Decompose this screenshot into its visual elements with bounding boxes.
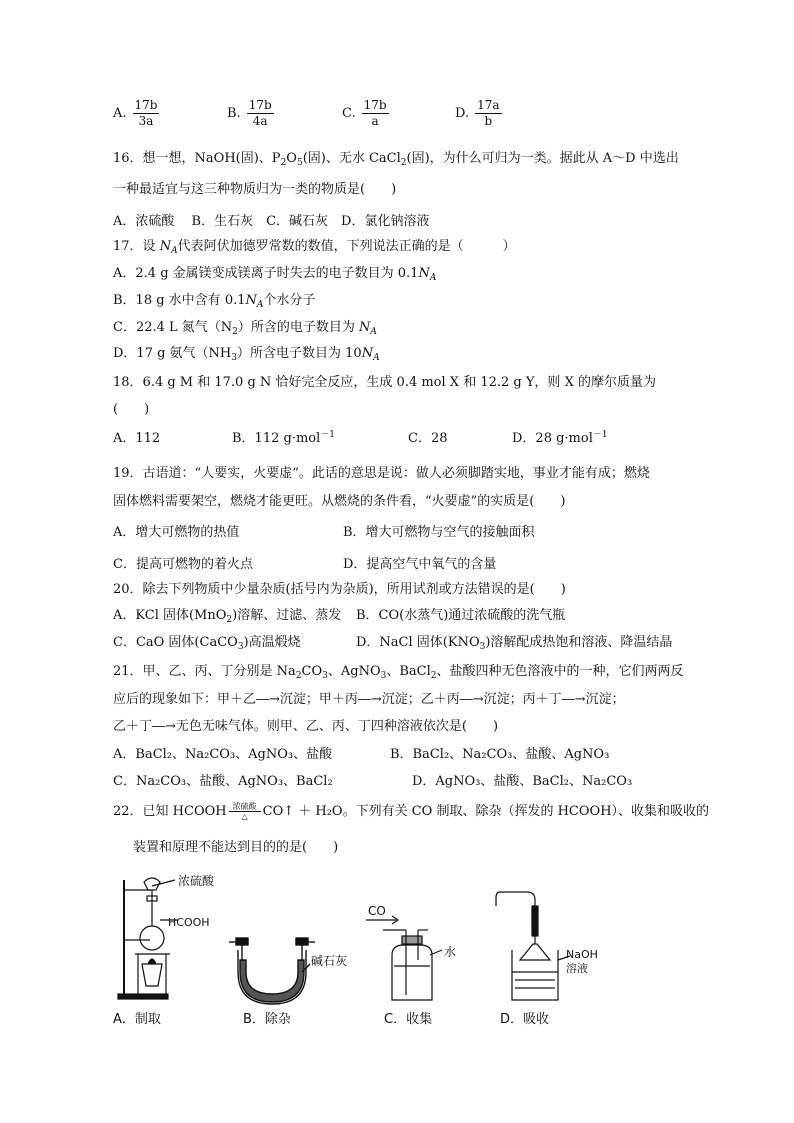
figure-a-caption: A．制取 <box>113 1012 161 1027</box>
q15-option-a[interactable]: A. $\frac{17b}{3a}$ <box>113 98 158 128</box>
figure-c-bottle <box>366 916 442 1000</box>
apparatus-figures <box>0 860 794 1080</box>
figure-a-generator <box>118 878 178 999</box>
q17-option-c[interactable]: C．22.4 L 氮气$(N_2)$所含的电子数目为 $N_A$ <box>113 320 377 337</box>
figure-d-beaker <box>496 892 570 1000</box>
figure-d-label-solution: 溶液 <box>566 962 588 975</box>
q21-option-c[interactable]: C．Na₂CO₃、盐酸、AgNO₃、BaCl₂ <box>113 774 333 789</box>
figure-c-label-co: CO <box>368 904 386 918</box>
figure-c-label-water: 水 <box>444 945 457 959</box>
q21-stem-line2: 应后的现象如下：甲＋乙―→沉淀；甲＋丙―→沉淀；乙＋丙―→沉淀；丙＋丁―→沉淀； <box>113 692 625 707</box>
q16-options[interactable]: A．浓硫酸 B．生石灰 C．碱石灰 D．氯化钠溶液 <box>113 214 430 229</box>
q18-option-a[interactable]: A．112 <box>113 431 161 446</box>
figure-b-u-tube <box>229 938 315 1004</box>
q20-option-c[interactable]: C．CaO 固体(CaCO$_3$)高温煅烧 <box>113 635 301 652</box>
q21-option-a[interactable]: A．BaCl₂、Na₂CO₃、AgNO₃、盐酸 <box>113 747 333 762</box>
figure-a-label-hcooh: HCOOH <box>168 916 210 929</box>
q16-stem-line1: 16．想一想，NaOH(固)、$P_2O_5$(固)、无水 CaCl$_2$(固)，为什么可归为一类。据此从 A～D 中选出 <box>113 151 679 168</box>
q18-paren: ( ) <box>113 402 150 417</box>
q19-stem-line2: 固体燃料需要架空，燃烧才能更旺。从燃烧的条件看，“火要虚”的实质是( ) <box>113 494 566 509</box>
q22-stem-line1: 22．已知 HCOOH 浓硫酸 △ CO↑ ＋ H₂O。下列有关 CO 制取、除杂（挥发的 HCOOH）、收集和吸收的 <box>113 802 710 821</box>
q20-option-b[interactable]: B．CO(水蒸气)通过浓硫酸的洗气瓶 <box>356 608 566 623</box>
q15-option-b[interactable]: B. $\frac{17b}{4a}$ <box>227 98 272 128</box>
q15-option-c[interactable]: C. $\frac{17b}{a}$ <box>342 98 387 128</box>
q20-option-a[interactable]: A．KCl 固体(MnO$_2$)溶解、过滤、蒸发 <box>113 608 342 625</box>
figure-b-label: 碱石灰 <box>311 954 348 968</box>
q17-option-b[interactable]: B．18 g 水中含有 $0.1N_A$个水分子 <box>113 293 316 310</box>
figure-c-caption: C．收集 <box>384 1012 433 1027</box>
reaction-condition: 浓硫酸 △ <box>229 802 261 821</box>
figure-d-label-naoh: NaOH <box>566 948 598 961</box>
q19-option-b[interactable]: B．增大可燃物与空气的接触面积 <box>343 525 535 540</box>
q22-stem-line2: 装置和原理不能达到目的的是( ) <box>133 840 339 855</box>
q21-stem-line1: 21．甲、乙、丙、丁分别是 $Na_2CO_3$、AgNO$_3$、BaCl$_2$、盐酸四种无色溶液中的一种，它们两两反 <box>113 664 684 681</box>
q21-stem-line3: 乙＋丁―→无色无味气体。则甲、乙、丙、丁四种溶液依次是( ) <box>113 719 499 734</box>
q20-option-d[interactable]: D．NaCl 固体$(KNO_3)$溶解配成热饱和溶液、降温结晶 <box>356 635 673 652</box>
q21-option-b[interactable]: B．BaCl₂、Na₂CO₃、盐酸、AgNO₃ <box>390 747 610 762</box>
q18-option-d[interactable]: D．28 g·mol$^{-1}$ <box>512 430 608 446</box>
q17-option-a[interactable]: A．2.4 g 金属镁变成镁离子时失去的电子数目为 $0.1N_A$ <box>113 266 437 283</box>
q19-stem-line1: 19．古语道：“人要实，火要虚”。此话的意思是说：做人必须脚踏实地，事业才能有成；燃烧 <box>113 466 650 481</box>
q19-option-d[interactable]: D．提高空气中氧气的含量 <box>343 557 497 572</box>
q19-option-a[interactable]: A．增大可燃物的热值 <box>113 525 240 540</box>
q21-option-d[interactable]: D．AgNO₃、盐酸、BaCl₂、Na₂CO₃ <box>412 774 633 789</box>
q16-stem-line2: 一种最适宜与这三种物质归为一类的物质是( ) <box>113 182 397 197</box>
figure-b-caption: B．除杂 <box>243 1012 291 1027</box>
q17-option-d[interactable]: D．17 g 氨气$(NH_3)$所含电子数目为 $10N_A$ <box>113 346 380 363</box>
q18-option-c[interactable]: C．28 <box>408 431 448 446</box>
q15-option-d[interactable]: D. $\frac{17a}{b}$ <box>455 98 500 128</box>
q20-stem: 20．除去下列物质中少量杂质(括号内为杂质)，所用试剂或方法错误的是( ) <box>113 582 566 597</box>
q18-stem: 18．6.4 g M 和 17.0 g N 恰好完全反应，生成 0.4 mol X 和 12.2 g Y，则 X 的摩尔质量为 <box>113 375 656 390</box>
q19-option-c[interactable]: C．提高可燃物的着火点 <box>113 557 253 572</box>
figure-d-caption: D．吸收 <box>500 1012 550 1027</box>
figure-a-label-acid: 浓硫酸 <box>178 874 215 888</box>
q17-stem: 17．设 $N_A$代表阿伏加德罗常数的数值，下列说法正确的是（ ） <box>113 239 516 256</box>
q18-option-b[interactable]: B．112 g·mol$^{-1}$ <box>232 430 335 446</box>
